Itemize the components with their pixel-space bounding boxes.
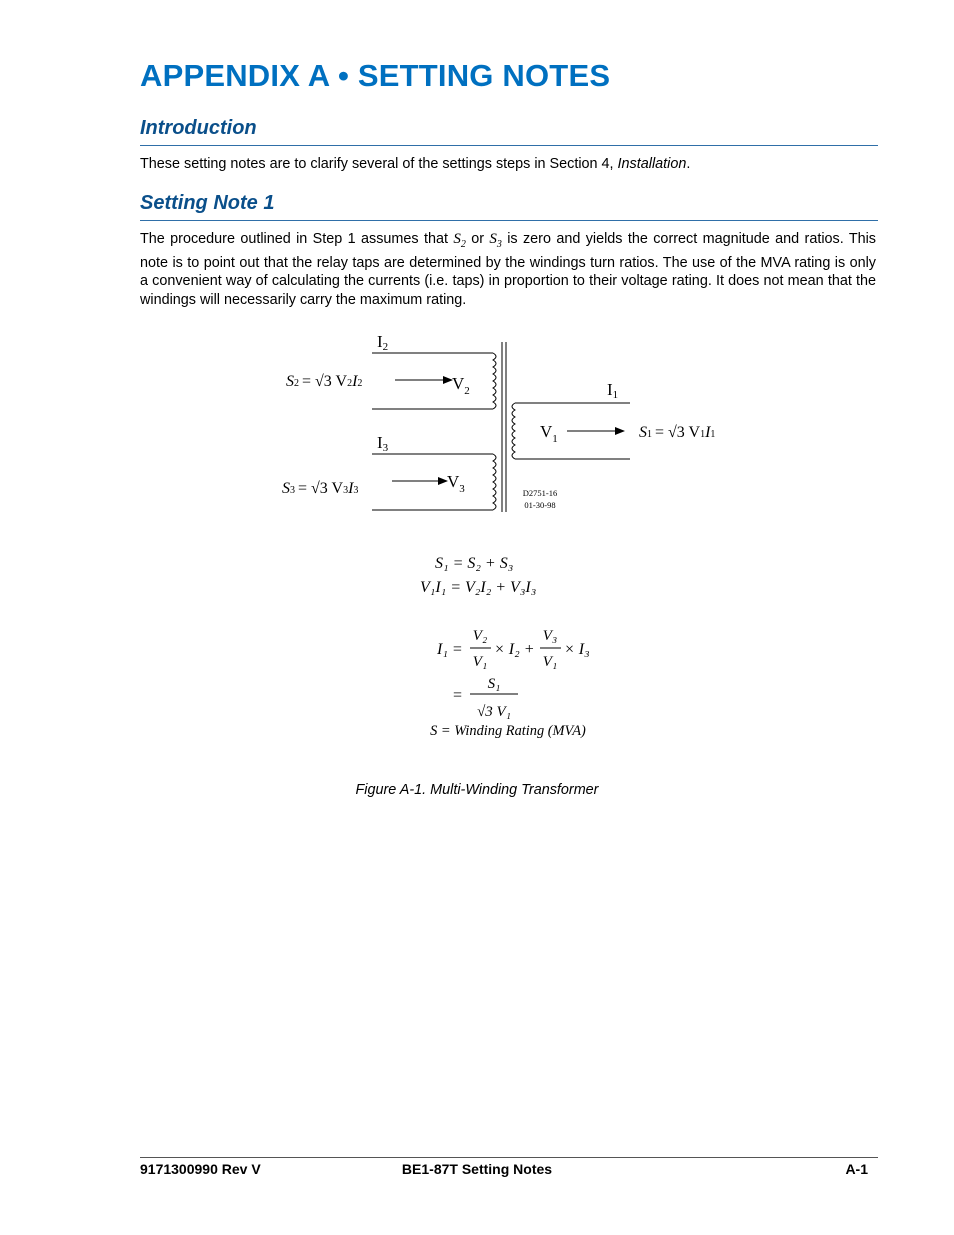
footer-doc-number: 9171300990 Rev V xyxy=(140,1161,261,1177)
label-v3: $V_3$ xyxy=(447,472,465,495)
fraction2-numerator: V₃ xyxy=(542,628,558,644)
s3-var-letter: S xyxy=(489,231,497,247)
transformer-diagram xyxy=(0,320,954,520)
introduction-heading: Introduction xyxy=(140,117,257,139)
s3-var-sub: 3 xyxy=(496,239,502,250)
equation-i1-mult1: × I₂ + xyxy=(494,641,535,658)
drawing-date: 01-30-98 xyxy=(524,500,556,510)
setting-note-1-rule xyxy=(140,220,878,221)
winding-3-coil xyxy=(493,454,496,510)
introduction-rule xyxy=(140,145,878,146)
introduction-text xyxy=(140,155,876,173)
s2-var-letter: S xyxy=(453,231,461,247)
equation-s3: S3 = √3 V3I3 xyxy=(282,480,359,497)
setting-note-1-text xyxy=(140,230,876,309)
equation-s1: S1 = √3 V1I1 xyxy=(639,424,716,441)
intro-text-end: . xyxy=(686,156,691,172)
winding-1-coil xyxy=(512,403,515,459)
label-i2: I2 xyxy=(377,332,389,353)
equation-s2: S2 = √3 V2I2 xyxy=(286,373,363,390)
equation-i1-mult2: × I₃ xyxy=(564,641,590,658)
intro-text-a: These setting notes are to clarify several of the settings steps in Section 4, xyxy=(140,156,618,172)
fraction2-denominator: V₁ xyxy=(542,654,558,670)
figure-caption: Figure A-1. Multi-Winding Transformer xyxy=(355,782,599,798)
footer-rule xyxy=(140,1157,878,1158)
intro-text-italic: Installation xyxy=(617,156,687,172)
equations-block xyxy=(0,545,954,740)
s2-var-sub: 2 xyxy=(460,239,466,250)
note1-text-b: is zero and yields the correct magnitude and ratios. This note is to point out that the relay taps are determined by the windings turn ratios. The use of the MVA rating is only a convenient way of calculating the currents (i.e. taps) in proportion to their voltage rating. It does not mean that the windings will necessarily carry the maximum rating. xyxy=(140,231,877,308)
label-v1: $V_1$ xyxy=(540,422,558,445)
footer-title: BE1-87T Setting Notes xyxy=(401,1161,553,1177)
fraction1-numerator: V₂ xyxy=(472,628,488,644)
setting-note-1-heading: Setting Note 1 xyxy=(140,192,275,214)
label-i1: I1 xyxy=(607,380,619,401)
fraction3-numerator: S₁ xyxy=(487,676,501,692)
note1-text-a: The procedure outlined in Step 1 assumes that xyxy=(140,231,454,247)
fraction1-denominator: V₁ xyxy=(472,654,488,670)
label-v2: $V_2$ xyxy=(452,374,470,397)
equation-equals: = xyxy=(453,687,463,704)
label-i3: I3 xyxy=(377,433,389,454)
equation-power-balance: V₁I₁ = V₂I₂ + V₃I₃ xyxy=(420,579,537,596)
equation-i1-lhs: I₁ = xyxy=(437,641,463,658)
fraction3-denominator: √3 V₁ xyxy=(477,704,511,720)
page-title: APPENDIX A • SETTING NOTES xyxy=(140,58,611,93)
footer-page-number: A-1 xyxy=(845,1161,868,1177)
s3-variable xyxy=(489,231,502,250)
equation-s1-sum: S₁ = S₂ + S₃ xyxy=(435,555,514,572)
drawing-id: D2751-16 xyxy=(522,488,558,498)
winding-rating-legend: S = Winding Rating (MVA) xyxy=(430,723,586,739)
s2-variable xyxy=(453,231,466,250)
winding-2-coil xyxy=(493,353,496,409)
note1-or: or xyxy=(465,231,490,247)
